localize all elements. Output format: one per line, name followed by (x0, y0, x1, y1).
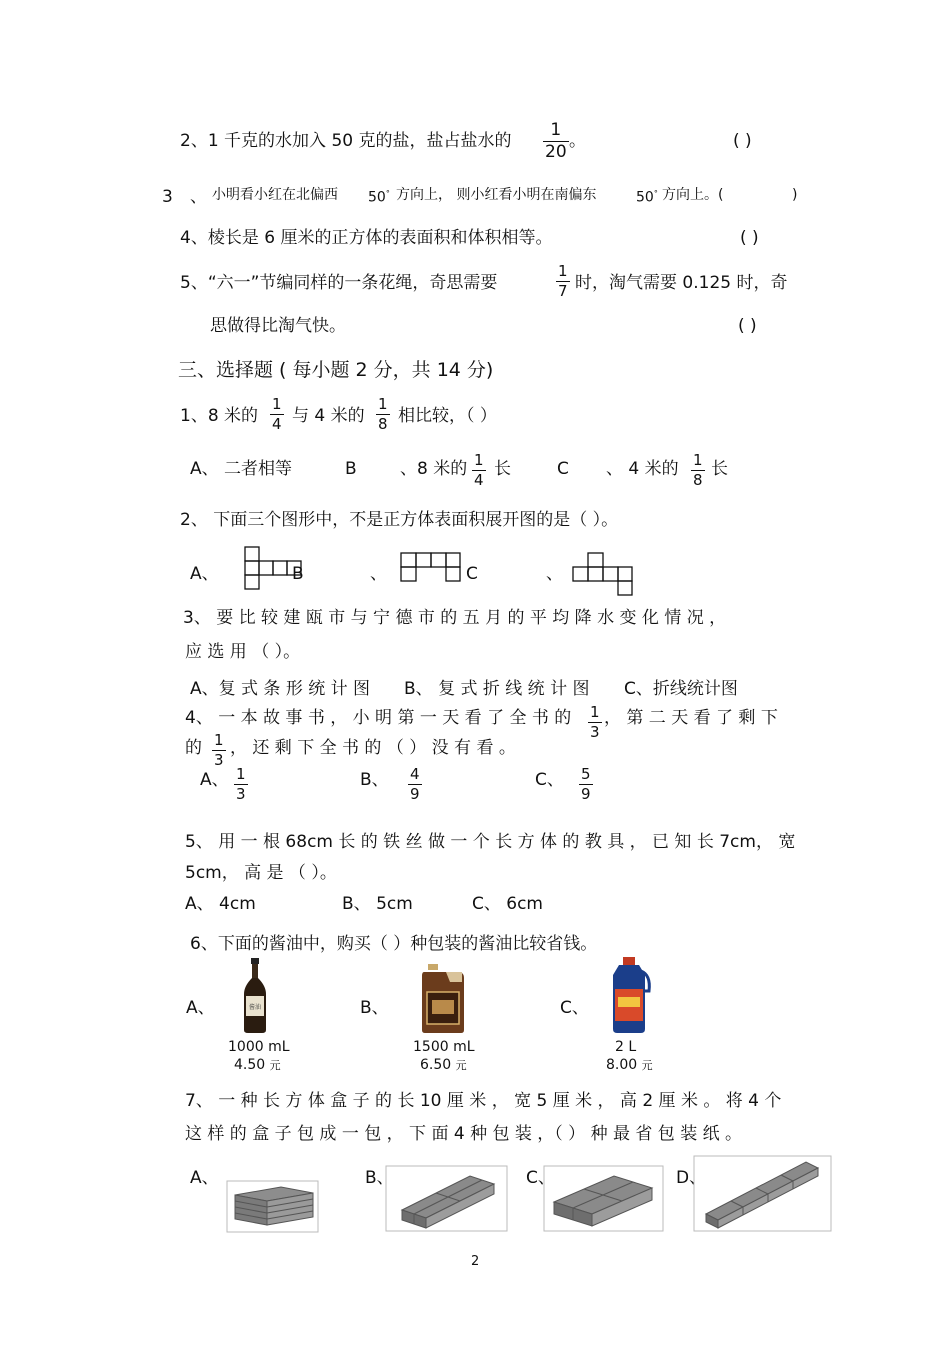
choice-q7-line1: 7、 一 种 长 方 体 盒 子 的 长 10 厘 米 ， 宽 5 厘 米 ， 高 2 厘 米 。 将 4 个 (185, 1091, 782, 1111)
judge-q5-fraction (556, 264, 570, 299)
choice-q5-line2: 5cm， 高 是 （ ）。 (185, 863, 337, 883)
choice-q3-option-a: A、复 式 条 形 统 计 图 (190, 679, 371, 699)
soy-jug-image (420, 964, 466, 1034)
soy-gallon-image (605, 957, 653, 1035)
choice-q4-option-a: A、 (200, 770, 229, 790)
frac-numerator: 1 (558, 262, 568, 280)
choice-q1-option-a: A、 二者相等 (190, 459, 293, 479)
judge-q5-text-a: 5、“六一”节编同样的一条花绳，奇思需要 (180, 273, 498, 293)
choice-q1-text-c: 相比较，（ ） (398, 406, 497, 426)
choice-q3-option-b: B、 复 式 折 线 统 计 图 (404, 679, 590, 699)
judge-q3-degree1: 50° (368, 189, 390, 206)
choice-q1-frac1 (270, 397, 284, 432)
choice-q2-option-b: B (292, 564, 304, 584)
bottle-label-text: 酱油 (248, 1004, 262, 1011)
choice-q6-b-volume: 1500 mL (413, 1039, 475, 1055)
frac-denominator: 20 (545, 142, 567, 162)
choice-q3-option-c: C、折线统计图 (624, 679, 738, 699)
frac-numerator: 1 (474, 451, 484, 469)
page-number: 2 (471, 1254, 480, 1269)
choice-q5-option-b: B、 5cm (342, 894, 413, 914)
choice-q1-option-c-text: 、 4 米的 (606, 459, 679, 479)
frac-numerator: 1 (378, 395, 388, 413)
choice-q4-option-c: C、 (535, 770, 564, 790)
choice-q7-option-b: B、 (365, 1168, 394, 1188)
choice-q1-frac2 (376, 397, 390, 432)
choice-q1-option-c-letter: C (557, 459, 569, 479)
package-a-stacked (227, 1181, 319, 1233)
judge-q3-degree2: 50° (636, 189, 658, 206)
judge-q5-line2: 思做得比淘气快。 (210, 316, 346, 336)
choice-q6-text: 6、下面的酱油中，购买（ ）种包装的酱油比较省钱。 (190, 934, 598, 954)
judge-q3-number: 3 (162, 187, 173, 207)
choice-q3-line1: 3、 要 比 较 建 瓯 市 与 宁 德 市 的 五 月 的 平 均 降 水 变 化 情 况 ， (183, 608, 727, 628)
choice-q1-text-a: 1、8 米的 (180, 406, 259, 426)
choice-q4-line1b: ， 第 二 天 看 了 剩 下 (604, 708, 778, 728)
choice-q1-option-b-letter: B (345, 459, 357, 479)
frac-numerator: 1 (590, 703, 600, 721)
frac-denominator: 8 (693, 471, 703, 489)
choice-q5-line1: 5、 用 一 根 68cm 长 的 铁 丝 做 一 个 长 方 体 的 教 具 ， 已 知 长 7cm， 宽 (185, 832, 796, 852)
choice-q1-option-b-text: 、8 米的 (400, 459, 468, 479)
choice-q7-line2: 这 样 的 盒 子 包 成 一 包 ， 下 面 4 种 包 装 ，（ ） 种 最 省 包 装 纸 。 (185, 1124, 743, 1144)
choice-q1-text-b: 与 4 米的 (292, 406, 365, 426)
judge-q2-tail: 。 (569, 131, 586, 151)
choice-q4-line1: 4、 一 本 故 事 书 ， 小 明 第 一 天 看 了 全 书 的 (185, 708, 572, 728)
choice-q6-option-a: A、 (186, 998, 215, 1018)
frac-denominator: 4 (272, 415, 282, 433)
choice-q7-option-c: C、 (526, 1168, 555, 1188)
choice-q2-option-c: C (466, 564, 478, 584)
choice-q2-option-a: A、 (190, 564, 219, 584)
frac-denominator: 4 (474, 471, 484, 489)
package-c-flat (544, 1166, 664, 1232)
package-d-long (694, 1156, 832, 1232)
frac-numerator: 1 (693, 451, 703, 469)
judge-q3-text-a: 小明看小红在北偏西 (212, 187, 338, 203)
frac-denominator: 3 (590, 723, 600, 741)
frac-denominator: 9 (581, 785, 591, 803)
cube-net-c (572, 552, 634, 598)
choice-q2-sep2: 、 (546, 564, 563, 584)
choice-q6-a-volume: 1000 mL (228, 1039, 290, 1055)
frac-denominator: 8 (378, 415, 388, 433)
choice-q6-option-c: C、 (560, 998, 589, 1018)
choice-q4-frac2 (212, 733, 226, 768)
judge-q3-paren-end: ) (792, 187, 798, 203)
choice-q7-option-d: D、 (676, 1168, 707, 1188)
judge-q3-sep: 、 (190, 187, 207, 207)
cube-net-b (400, 552, 462, 584)
choice-q3-line2: 应 选 用 （ ）。 (185, 642, 301, 662)
choice-q6-option-b: B、 (360, 998, 389, 1018)
section3-title: 三、选择题 ( 每小题 2 分，共 14 分) (178, 359, 494, 381)
frac-numerator: 5 (581, 765, 591, 783)
choice-q7-option-a: A、 (190, 1168, 219, 1188)
choice-q4-option-c-frac (579, 767, 593, 802)
choice-q4-line2b: ， 还 剩 下 全 书 的 （ ） 没 有 看 。 (230, 738, 516, 758)
judge-q5-text-b: 时，淘气需要 0.125 时，奇 (575, 273, 788, 293)
choice-q6-c-price: 8.00 元 (606, 1057, 653, 1073)
choice-q1-option-b-frac (472, 453, 486, 488)
frac-numerator: 1 (214, 731, 224, 749)
choice-q6-c-volume: 2 L (615, 1039, 637, 1055)
judge-q4-paren: ( ) (740, 228, 759, 248)
frac-numerator: 4 (410, 765, 420, 783)
choice-q1-option-c-frac (691, 453, 705, 488)
choice-q6-a-price: 4.50 元 (234, 1057, 281, 1073)
choice-q4-frac1 (588, 705, 602, 740)
choice-q2-text: 2、 下面三个图形中，不是正方体表面积展开图的是（ ）。 (180, 510, 619, 530)
judge-q3-text-b: 方向上， 则小红看小明在南偏东 (396, 187, 597, 203)
frac-numerator: 1 (236, 765, 246, 783)
choice-q4-option-b: B、 (360, 770, 389, 790)
choice-q6-b-price: 6.50 元 (420, 1057, 467, 1073)
frac-denominator: 9 (410, 785, 420, 803)
soy-bottle-image (240, 958, 270, 1034)
judge-q2-fraction (543, 122, 569, 161)
judge-q2-text: 2、1 千克的水加入 50 克的盐，盐占盐水的 (180, 131, 512, 151)
package-b-row (386, 1166, 508, 1232)
frac-denominator: 3 (214, 751, 224, 769)
choice-q5-option-a: A、 4cm (185, 894, 256, 914)
judge-q3-text-c: 方向上。( (662, 187, 724, 203)
frac-denominator: 7 (558, 282, 568, 300)
choice-q4-line2a: 的 (185, 738, 202, 758)
choice-q5-option-c: C、 6cm (472, 894, 543, 914)
frac-numerator: 1 (272, 395, 282, 413)
judge-q5-paren: ( ) (738, 316, 757, 336)
choice-q2-sep1: 、 (370, 564, 387, 584)
judge-q2-paren: ( ) (733, 131, 752, 151)
judge-q4-text: 4、棱长是 6 厘米的正方体的表面积和体积相等。 (180, 228, 553, 248)
choice-q4-option-a-frac (234, 767, 248, 802)
frac-numerator: 1 (550, 120, 562, 140)
choice-q4-option-b-frac (408, 767, 422, 802)
frac-denominator: 3 (236, 785, 246, 803)
choice-q1-option-c-tail: 长 (711, 459, 728, 479)
choice-q1-option-b-tail: 长 (494, 459, 511, 479)
